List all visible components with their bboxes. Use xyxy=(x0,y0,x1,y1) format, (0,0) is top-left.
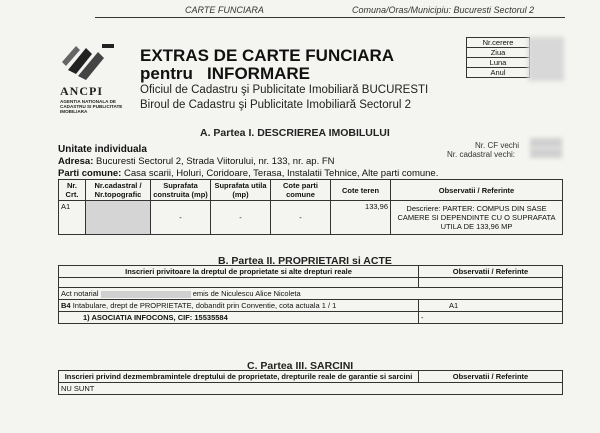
col-obs-b: Observatii / Referinte xyxy=(419,266,563,278)
owner-name: 1) ASOCIATIA INFOCONS, CIF: 15535584 xyxy=(59,312,419,324)
cell-obs: Descriere: PARTER: COMPUS DIN SASE CAMERE SI DEPENDINTE CU O SUPRAFATA UTILA DE 133,96 MP xyxy=(391,201,563,235)
logo-subtitle: AGENTIA NATIONALA DE CADASTRU SI PUBLICITATE IMOBILIARA xyxy=(60,99,123,114)
col-utila: Suprafata utila (mp) xyxy=(211,180,271,201)
col-construita: Suprafata construita (mp) xyxy=(151,180,211,201)
property-table xyxy=(58,179,563,235)
cell-cadastral-redacted xyxy=(86,201,151,235)
col-cote-teren: Cote teren xyxy=(331,180,391,201)
table-header-row xyxy=(59,266,563,278)
table-row xyxy=(59,288,563,300)
entry-ref: A1 xyxy=(419,300,563,312)
col-nr: Nr. Crt. xyxy=(59,180,86,201)
bureau-name: Biroul de Cadastru şi Publicitate Imobiliară Sectorul 2 xyxy=(140,99,412,111)
doc-subtitle: pentru INFORMARE xyxy=(140,64,310,83)
part-b-title: B. Partea II. PROPRIETARI si ACTE xyxy=(218,255,392,267)
act-value: emis de Niculescu Alice Nicoleta xyxy=(192,289,301,298)
col-cote-parti: Cote parti comune xyxy=(271,180,331,201)
address-value: Bucuresti Sectorul 2, Strada Viitorului, nr. 133, nr. ap. FN xyxy=(96,156,335,167)
table-row xyxy=(59,278,563,288)
common-parts-value: Casa scarii, Holuri, Coridoare, Terasa, Instalatii Tehnice, Alte parti comune. xyxy=(124,168,439,179)
table-header-row xyxy=(59,371,563,383)
common-parts-label: Parti comune: xyxy=(58,168,122,179)
cf-cad-label: Nr. cadastral vechi: xyxy=(447,150,516,159)
header-right: Comuna/Oras/Municipiu: Bucuresti Sectorul 2 xyxy=(352,5,535,15)
encumbrances-table xyxy=(58,370,563,395)
act-row xyxy=(59,288,563,300)
doc-title: EXTRAS DE CARTE FUNCIARA xyxy=(140,46,395,65)
ancpi-logo-icon xyxy=(58,40,120,90)
cell-cote-teren: 133,96 xyxy=(331,201,391,235)
cf-old-label: Nr. CF vechi xyxy=(475,141,520,150)
cell-cote-parti: - xyxy=(271,201,331,235)
logo-name: ANCPI xyxy=(60,84,103,98)
entry-nr: B4 xyxy=(61,301,71,310)
cell-nr: A1 xyxy=(59,201,86,235)
common-parts-line xyxy=(58,168,438,179)
col-rights: Inscrieri privitoare la dreptul de proprietate si alte drepturi reale xyxy=(59,266,419,278)
col-encumbrances: Inscrieri privind dezmembramintele dreptului de proprietate, drepturile reale de garantie si sarcini xyxy=(59,371,419,383)
cell-utila: - xyxy=(211,201,271,235)
reg-label-luna: Luna xyxy=(467,58,529,68)
table-header-row xyxy=(59,180,563,201)
header-divider xyxy=(95,17,565,18)
registration-redacted xyxy=(528,37,564,81)
address-line xyxy=(58,156,335,167)
col-obs-c: Observatii / Referinte xyxy=(419,371,563,383)
cell-construita: - xyxy=(151,201,211,235)
table-row xyxy=(59,300,563,312)
table-row xyxy=(59,312,563,324)
unit-label: Unitate individuala xyxy=(58,144,147,155)
reg-label-nr: Nr.cerere xyxy=(467,38,529,48)
reg-label-ziua: Ziua xyxy=(467,48,529,58)
owners-table xyxy=(58,265,563,324)
reg-label-anul: Anul xyxy=(490,68,506,77)
part-a-title: A. Partea I. DESCRIEREA IMOBILULUI xyxy=(200,127,390,139)
table-row xyxy=(59,201,563,235)
part-c-title: C. Partea III. SARCINI xyxy=(247,360,354,372)
act-redacted xyxy=(101,291,191,298)
cell-empty xyxy=(419,278,563,288)
address-label: Adresa: xyxy=(58,156,94,167)
cf-cad-redacted xyxy=(530,148,562,158)
registration-box xyxy=(466,37,530,78)
table-row xyxy=(59,383,563,395)
cell-empty xyxy=(59,278,419,288)
col-obs: Observatii / Referinte xyxy=(391,180,563,201)
cf-old-redacted xyxy=(530,138,562,148)
office-name: Oficiul de Cadastru şi Publicitate Imobiliară BUCURESTI xyxy=(140,84,429,96)
col-cadastral: Nr.cadastral / Nr.topografic xyxy=(86,180,151,201)
owner-ref: - xyxy=(419,312,563,324)
header-left: CARTE FUNCIARA xyxy=(185,5,264,15)
act-label: Act notarial xyxy=(61,289,99,298)
encumbrance-value: NU SUNT xyxy=(59,383,563,395)
entry-cell xyxy=(59,300,419,312)
entry-text: Intabulare, drept de PROPRIETATE, dobandit prin Conventie, cota actuala 1 / 1 xyxy=(72,301,337,310)
